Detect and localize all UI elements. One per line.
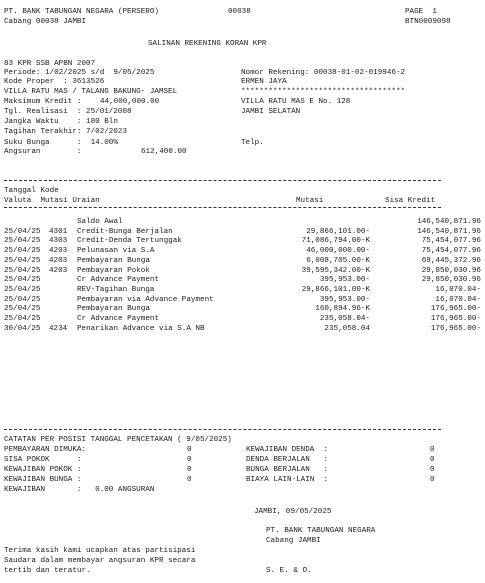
jangka-waktu: Jangka Waktu : 180 Bln bbox=[4, 118, 118, 126]
summary-label: BIAYA LAIN-LAIN : bbox=[246, 476, 329, 484]
summary-value: 0 bbox=[187, 456, 192, 464]
table-header-valuta: Valuta Mutasi Uraian bbox=[4, 197, 100, 205]
max-credit-label: Maksimum Kredit : bbox=[4, 98, 82, 106]
cell-sisa-kredit: 16,070.04- bbox=[435, 285, 481, 294]
table-header-mutasi: Mutasi bbox=[296, 197, 324, 205]
thanks-line-2: Saudara dalam membayar angsuran KPR secara bbox=[4, 557, 196, 565]
page-number: PAGE 1 bbox=[405, 8, 437, 16]
summary-value: 0 bbox=[187, 476, 192, 484]
table-header-tanggal: Tanggal Kode bbox=[4, 187, 59, 195]
cell-date: 25/04/25 bbox=[4, 276, 41, 285]
cell-date: 25/04/25 bbox=[4, 305, 41, 314]
table-row bbox=[4, 286, 481, 295]
cell-mutasi: 29,866,101.00-K bbox=[301, 285, 370, 294]
cell-description: Cr Advance Payment bbox=[77, 315, 160, 323]
suku-bunga: Suku Bunga : 14.00% bbox=[4, 139, 118, 147]
cell-sisa-kredit: 176,965.00- bbox=[430, 305, 481, 314]
cell-mutasi: 235,058.04- bbox=[319, 315, 370, 323]
cell-sisa-kredit: 75,454,077.96 bbox=[421, 247, 481, 256]
cell-code: 4203 bbox=[49, 247, 68, 256]
table-row bbox=[4, 257, 481, 266]
summary-value: 0 bbox=[430, 466, 435, 474]
cell-description: REV-Tagihan Bunga bbox=[77, 285, 155, 294]
summary-value: 0 bbox=[187, 446, 192, 454]
summary-label: SISA POKOK : bbox=[4, 456, 82, 464]
table-row bbox=[4, 237, 481, 246]
cell-mutasi: 6,008,705.00-K bbox=[306, 256, 370, 265]
catatan-title: CATATAN PER POSISI TANGGAL PENCETAKAN ( 9/05/2025) bbox=[4, 436, 232, 444]
cell-sisa-kredit: 29,850,030.96 bbox=[421, 276, 481, 285]
page-title: SALINAN REKENING KORAN KPR bbox=[148, 40, 267, 48]
branch-code: 00038 bbox=[228, 8, 251, 16]
cell-sisa-kredit: 69,445,372.96 bbox=[421, 256, 481, 265]
cell-mutasi: 395,953.00- bbox=[319, 276, 370, 285]
cell-mutasi: 160,894.96-K bbox=[315, 305, 370, 314]
cell-mutasi: 395,953.00- bbox=[319, 295, 370, 304]
summary-label: DENDA BERJALAN : bbox=[246, 456, 329, 464]
table-row bbox=[4, 315, 481, 324]
divider bbox=[4, 180, 441, 181]
table-header-sisa: Sisa Kredit bbox=[385, 197, 436, 205]
summary-label: BUNGA BERJALAN : bbox=[246, 466, 329, 474]
cell-description: Pelunasan via S.A bbox=[77, 247, 155, 256]
kode-proper: Kode Proper : 3613526 bbox=[4, 78, 105, 86]
cell-date: 30/04/25 bbox=[4, 324, 41, 333]
cell-mutasi: 71,086,794.00-K bbox=[301, 237, 370, 246]
summary-value: 0 bbox=[430, 446, 435, 454]
angsuran-value: 612,400.00 bbox=[141, 148, 187, 156]
cell-sisa-kredit: 176,965.00- bbox=[430, 324, 481, 333]
angsuran-label: Angsuran : bbox=[4, 148, 82, 156]
document-code: BTN0009098 bbox=[405, 18, 451, 26]
max-credit-value: 44,000,000.00 bbox=[100, 98, 160, 106]
table-row bbox=[4, 228, 481, 237]
table-row bbox=[4, 276, 481, 285]
thanks-line-3: tertib dan teratur. bbox=[4, 567, 91, 575]
cell-code: 4203 bbox=[49, 266, 68, 275]
place-date: JAMBI, 09/05/2025 bbox=[254, 508, 332, 516]
cell-date: 25/04/25 bbox=[4, 315, 41, 323]
table-row bbox=[4, 247, 481, 256]
kewajiban-summary: KEWAJIBAN : 0.00 ANGSURAN bbox=[4, 486, 155, 494]
account-number: Nomor Rekening: 00038-01-02-019946-2 bbox=[241, 69, 406, 77]
product-name: 83 KPR SSB APBN 2007 bbox=[4, 60, 96, 68]
cell-code: 4303 bbox=[49, 237, 68, 246]
cell-date: 25/04/25 bbox=[4, 256, 41, 265]
realisasi-date: Tgl. Realisasi : 25/01/2008 bbox=[4, 108, 132, 116]
customer-name: ERMEN JAYA bbox=[241, 78, 287, 86]
period: Periode: 1/02/2025 s/d 9/05/2025 bbox=[4, 69, 155, 77]
address-line-3: JAMBI SELATAN bbox=[241, 108, 301, 116]
table-row bbox=[4, 296, 481, 305]
cell-date: 25/04/25 bbox=[4, 266, 41, 275]
cell-sisa-kredit: 29,850,030.96 bbox=[421, 266, 481, 275]
cell-sisa-kredit: 146,540,871.96 bbox=[417, 218, 481, 226]
cell-date: 25/04/25 bbox=[4, 295, 41, 304]
summary-label: PEMBAYARAN DIMUKA: bbox=[4, 446, 87, 454]
cell-description: Penarikan Advance via S.A NB bbox=[77, 324, 205, 333]
cell-mutasi: 29,866,101.00- bbox=[306, 227, 370, 236]
stars-separator: ************************************ bbox=[241, 88, 406, 96]
cell-description: Credit-Bunga Berjalan bbox=[77, 227, 173, 236]
cell-code: 4203 bbox=[49, 256, 68, 265]
thanks-line-1: Terima kasih kami ucapkan atas partisipasi bbox=[4, 547, 196, 555]
cell-sisa-kredit: 16,070.04- bbox=[435, 295, 481, 304]
cell-description: Cr Advance Payment bbox=[77, 276, 160, 285]
table-row bbox=[4, 305, 481, 314]
table-row bbox=[4, 267, 481, 276]
cell-sisa-kredit: 146,540,871.96 bbox=[417, 227, 481, 236]
cell-date: 25/04/25 bbox=[4, 227, 41, 236]
cell-description: Credit-Denda Tertunggak bbox=[77, 237, 182, 246]
cell-description: Saldo Awal bbox=[77, 218, 123, 226]
cell-code: 4234 bbox=[49, 324, 68, 333]
table-row bbox=[4, 325, 481, 334]
cell-code: 4301 bbox=[49, 227, 68, 236]
summary-label: KEWAJIBAN POKOK : bbox=[4, 466, 82, 474]
table-row bbox=[4, 218, 481, 227]
cell-sisa-kredit: 176,965.00- bbox=[430, 315, 481, 323]
divider bbox=[4, 429, 441, 430]
cell-description: Pembayaran via Advance Payment bbox=[77, 295, 214, 304]
cell-mutasi: 235,058.04 bbox=[324, 324, 370, 333]
branch-name: Cabang 00038 JAMBI bbox=[4, 18, 87, 26]
summary-value: 0 bbox=[430, 456, 435, 464]
cell-description: Pembayaran Bunga bbox=[77, 256, 150, 265]
signature-bank: PT. BANK TABUNGAN NEGARA bbox=[266, 527, 376, 535]
tagihan-terakhir: Tagihan Terakhir: 7/02/2023 bbox=[4, 128, 128, 136]
summary-value: 0 bbox=[430, 476, 435, 484]
address-line-2: VILLA RATU MAS E No. 128 bbox=[241, 98, 351, 106]
address-line-1: VILLA RATU MAS / TALANG BAKUNG- JAMSEL bbox=[4, 88, 178, 96]
cell-mutasi: 46,000,000.00- bbox=[306, 247, 370, 256]
divider bbox=[4, 207, 441, 208]
summary-value: 0 bbox=[187, 466, 192, 474]
signature-branch: Cabang JAMBI bbox=[266, 537, 321, 545]
cell-sisa-kredit: 75,454,077.96 bbox=[421, 237, 481, 246]
telp: Telp. bbox=[241, 139, 264, 147]
cell-description: Pembayaran Bunga bbox=[77, 305, 150, 314]
cell-date: 25/04/25 bbox=[4, 285, 41, 294]
bank-name: PT. BANK TABUNGAN NEGARA (PERSERO) bbox=[4, 8, 159, 16]
seo-note: S. E. & O. bbox=[266, 567, 312, 575]
cell-date: 25/04/25 bbox=[4, 237, 41, 246]
summary-label: KEWAJIBAN BUNGA : bbox=[4, 476, 82, 484]
cell-mutasi: 39,595,342.00-K bbox=[301, 266, 370, 275]
cell-description: Pembayaran Pokok bbox=[77, 266, 150, 275]
summary-label: KEWAJIBAN DENDA : bbox=[246, 446, 329, 454]
cell-date: 25/04/25 bbox=[4, 247, 41, 256]
